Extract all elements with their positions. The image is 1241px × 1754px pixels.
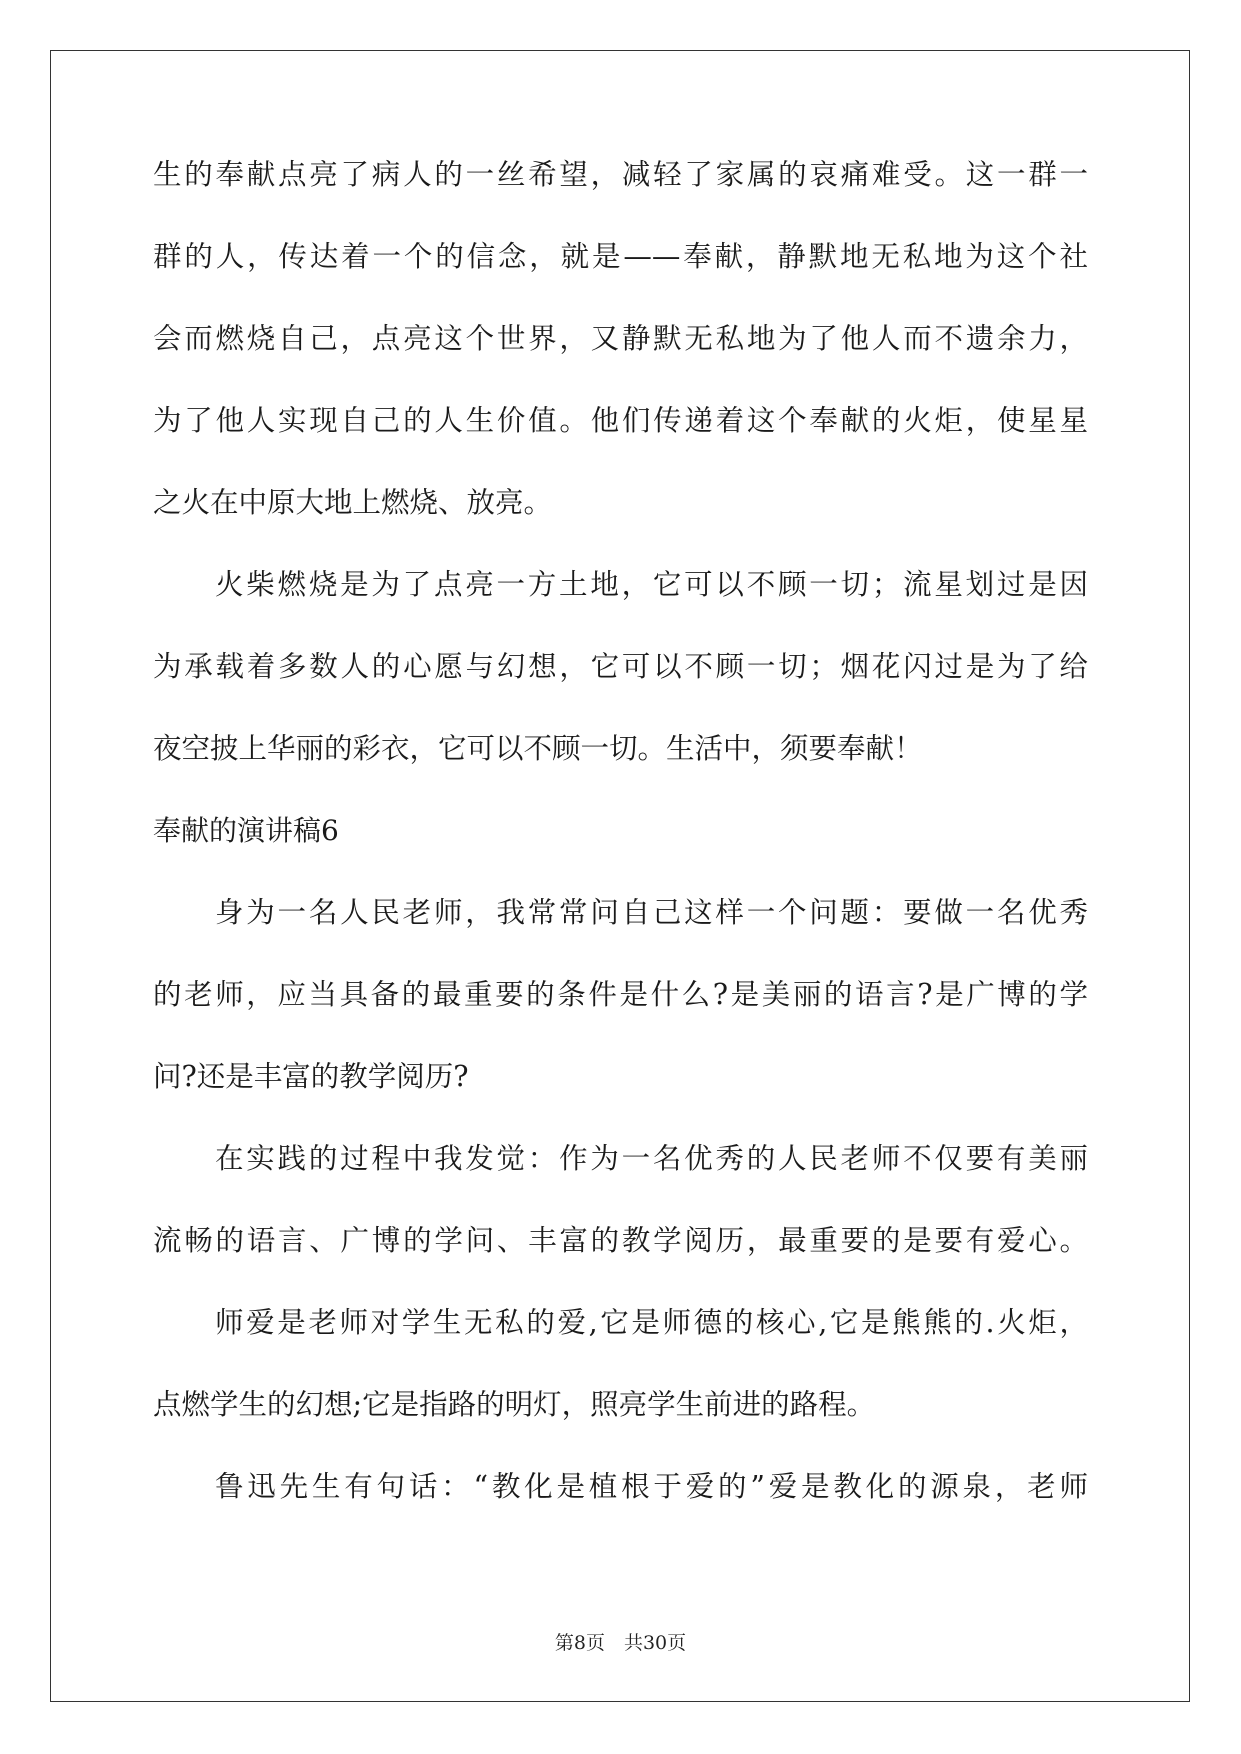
text-line: 生的奉献点亮了病人的一丝希望，减轻了家属的哀痛难受。这一群一	[153, 158, 1088, 191]
text-line: 为承载着多数人的心愿与幻想，它可以不顾一切；烟花闪过是为了给	[153, 650, 1088, 683]
text-line: 身为一名人民老师，我常常问自己这样一个问题：要做一名优秀	[215, 896, 1088, 929]
text-line: 群的人，传达着一个的信念，就是——奉献，静默地无私地为这个社	[153, 240, 1088, 273]
section-heading: 奉献的演讲稿6	[153, 814, 339, 847]
text-line: 火柴燃烧是为了点亮一方土地，它可以不顾一切；流星划过是因	[215, 568, 1088, 601]
text-line: 师爱是老师对学生无私的爱,它是师德的核心,它是熊熊的.火炬，	[215, 1306, 1088, 1339]
text-line: 会而燃烧自己，点亮这个世界，又静默无私地为了他人而不遗余力，	[153, 322, 1088, 355]
text-line: 夜空披上华丽的彩衣，它可以不顾一切。生活中，须要奉献！	[153, 732, 923, 765]
text-line: 点燃学生的幻想;它是指路的明灯，照亮学生前进的路程。	[153, 1388, 876, 1421]
text-line: 之火在中原大地上燃烧、放亮。	[153, 486, 553, 519]
text-line: 流畅的语言、广博的学问、丰富的教学阅历，最重要的是要有爱心。	[153, 1224, 1088, 1257]
text-line: 为了他人实现自己的人生价值。他们传递着这个奉献的火炬，使星星	[153, 404, 1088, 437]
text-line: 在实践的过程中我发觉：作为一名优秀的人民老师不仅要有美丽	[215, 1142, 1088, 1175]
page-number: 第8页 共30页	[554, 1632, 687, 1654]
text-line: 的老师，应当具备的最重要的条件是什么?是美丽的语言?是广博的学	[153, 978, 1088, 1011]
text-line: 问?还是丰富的教学阅历?	[153, 1060, 469, 1093]
text-line: 鲁迅先生有句话：“教化是植根于爱的”爱是教化的源泉，老师	[215, 1470, 1088, 1503]
document-body	[153, 160, 1088, 1554]
